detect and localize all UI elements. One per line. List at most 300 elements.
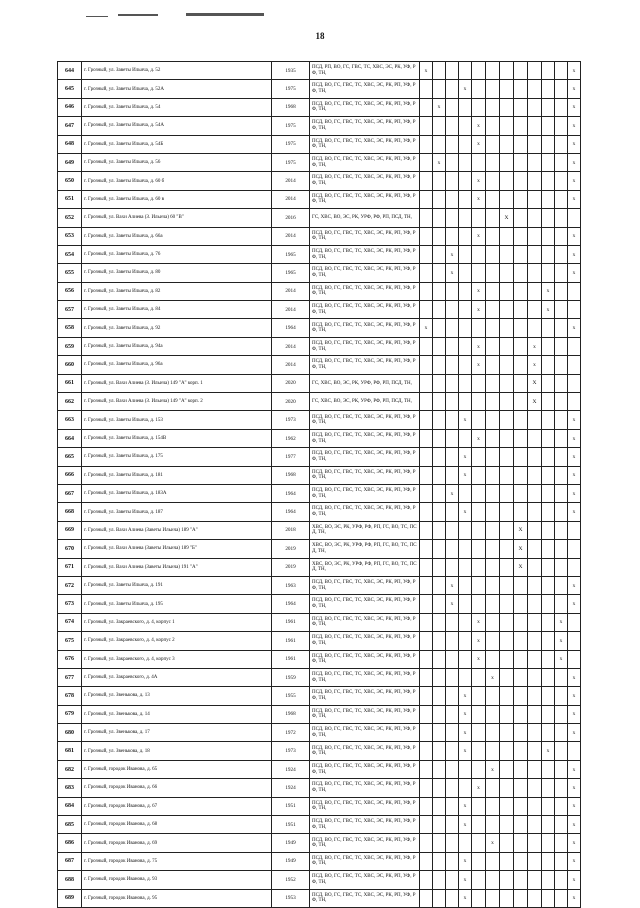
address-cell: г. Грозный, ул. Звенькова, д. 17 [82,724,272,742]
mark-cell [514,80,528,98]
mark-cell [542,190,555,208]
mark-cell [555,687,568,705]
mark-cell [486,429,500,447]
services-cell: ПСД, ВО, ГС, ГВС, ТС, ХВС, ЭС, РК, РП, УФ, РФ, ТН, [310,264,420,282]
mark-cell: x [528,337,542,355]
mark-cell [446,852,459,870]
mark-cell: x [568,466,581,484]
mark-cell [420,871,433,889]
row-number: 677 [58,668,82,686]
mark-cell [528,650,542,668]
table-row [58,245,581,263]
mark-cell [568,393,581,411]
mark-cell [542,264,555,282]
mark-cell: x [472,429,486,447]
services-cell: ПСД, ВО, ГС, ГВС, ТС, ХВС, ЭС, РК, РП, УФ, РФ, ТН, [310,705,420,723]
services-cell: ПСД, ВО, ГС, ГВС, ТС, ХВС, ЭС, РК, РП, УФ, РФ, ТН, [310,411,420,429]
row-number: 664 [58,429,82,447]
services-cell: ПСД, ВО, ГС, ГВС, ТС, ХВС, ЭС, РК, РП, УФ, РФ, ТН, [310,576,420,594]
mark-cell [420,852,433,870]
year-cell: 2019 [272,558,310,576]
address-cell: г. Грозный, ул. Вахи Алиева (Заветы Ильича) 189 "А" [82,521,272,539]
address-cell: г. Грозный, ул. Заветы Ильича, д. 80 [82,264,272,282]
mark-cell [420,227,433,245]
mark-cell [446,724,459,742]
mark-cell [420,576,433,594]
mark-cell [472,797,486,815]
mark-cell [420,98,433,116]
address-cell: г. Грозный, ул. Заветы Ильича, д. 191 [82,576,272,594]
mark-cell [542,705,555,723]
mark-cell [500,484,514,502]
mark-cell: x [568,227,581,245]
mark-cell [500,393,514,411]
address-cell: г. Грозный, городок Иванова, д. 66 [82,779,272,797]
mark-cell: x [472,650,486,668]
row-number: 686 [58,834,82,852]
table-row [58,779,581,797]
mark-cell [514,632,528,650]
mark-cell [420,264,433,282]
mark-cell [446,429,459,447]
mark-cell [486,613,500,631]
mark-cell [486,466,500,484]
mark-cell [459,760,472,778]
address-cell: г. Грозный, ул. Вахи Алиева (З. Ильича) 60 "В" [82,209,272,227]
table-row [58,576,581,594]
mark-cell [433,62,446,80]
mark-cell [486,264,500,282]
mark-cell: x [568,760,581,778]
mark-cell [420,613,433,631]
address-cell: г. Грозный, городок Иванова, д. 93 [82,871,272,889]
mark-cell [514,209,528,227]
mark-cell [514,595,528,613]
year-cell: 1935 [272,62,310,80]
table-row [58,172,581,190]
year-cell: 1964 [272,595,310,613]
table-row [58,521,581,539]
table-row [58,595,581,613]
mark-cell [555,80,568,98]
mark-cell [459,484,472,502]
mark-cell [486,98,500,116]
mark-cell [500,687,514,705]
mark-cell [542,62,555,80]
mark-cell [433,724,446,742]
year-cell: 2018 [272,521,310,539]
mark-cell [472,209,486,227]
row-number: 667 [58,484,82,502]
mark-cell: x [542,282,555,300]
mark-cell: x [568,705,581,723]
mark-cell [486,62,500,80]
services-cell: ПСД, ВО, ГС, ГВС, ТС, ХВС, ЭС, РК, РП, УФ, РФ, ТН, [310,227,420,245]
services-cell: ПСД, РП, ВО, ГС, ГВС, ТС, ХВС, ЭС, РК, УФ, РФ, ТН, [310,62,420,80]
mark-cell [555,705,568,723]
mark-cell [500,632,514,650]
mark-cell: x [459,724,472,742]
mark-cell [472,319,486,337]
mark-cell [486,301,500,319]
mark-cell [486,871,500,889]
mark-cell [433,484,446,502]
mark-cell [486,595,500,613]
mark-cell [528,852,542,870]
mark-cell [542,393,555,411]
mark-cell: x [568,484,581,502]
mark-cell [500,779,514,797]
mark-cell [446,797,459,815]
year-cell: 1962 [272,429,310,447]
address-cell: г. Грозный, городок Иванова, д. 68 [82,816,272,834]
mark-cell [433,190,446,208]
mark-cell [500,62,514,80]
mark-cell [555,466,568,484]
mark-cell [433,282,446,300]
row-number: 650 [58,172,82,190]
mark-cell [514,282,528,300]
mark-cell [528,705,542,723]
table-row [58,98,581,116]
mark-cell [500,852,514,870]
mark-cell [433,613,446,631]
mark-cell [555,779,568,797]
mark-cell [542,576,555,594]
mark-cell [446,319,459,337]
row-number: 687 [58,852,82,870]
row-number: 689 [58,889,82,907]
mark-cell: x [486,760,500,778]
mark-cell [500,724,514,742]
services-cell: ПСД, ВО, ГС, ГВС, ТС, ХВС, ЭС, РК, РП, УФ, РФ, ТН, [310,889,420,907]
mark-cell [555,62,568,80]
mark-cell [528,190,542,208]
mark-cell [528,613,542,631]
mark-cell [542,687,555,705]
mark-cell [472,80,486,98]
table-row [58,632,581,650]
mark-cell [420,411,433,429]
mark-cell: x [433,98,446,116]
mark-cell [486,356,500,374]
row-number: 670 [58,540,82,558]
mark-cell [555,245,568,263]
mark-cell [420,816,433,834]
year-cell: 1977 [272,448,310,466]
mark-cell [542,558,555,576]
mark-cell [433,871,446,889]
mark-cell [486,558,500,576]
mark-cell [542,650,555,668]
mark-cell [472,245,486,263]
mark-cell [528,98,542,116]
mark-cell [459,117,472,135]
year-cell: 2019 [272,540,310,558]
mark-cell [420,448,433,466]
mark-cell [472,687,486,705]
mark-cell [420,356,433,374]
year-cell: 1959 [272,668,310,686]
mark-cell [446,209,459,227]
mark-cell [459,190,472,208]
mark-cell [500,117,514,135]
mark-cell: x [420,62,433,80]
row-number: 644 [58,62,82,80]
address-cell: г. Грозный, ул. Заветы Ильича, д. 96а [82,356,272,374]
mark-cell [486,227,500,245]
mark-cell [514,779,528,797]
mark-cell: x [568,687,581,705]
mark-cell [459,264,472,282]
mark-cell [433,374,446,392]
address-cell: г. Грозный, ул. Звенькова, д. 14 [82,705,272,723]
services-cell: ПСД, ВО, ГС, ГВС, ТС, ХВС, ЭС, РК, РП, УФ, РФ, ТН, [310,632,420,650]
mark-cell [472,742,486,760]
mark-cell [514,429,528,447]
mark-cell [555,411,568,429]
mark-cell [542,411,555,429]
services-cell: ПСД, ВО, ГС, ГВС, ТС, ХВС, ЭС, РК, РП, УФ, РФ, ТН, [310,117,420,135]
mark-cell [500,227,514,245]
mark-cell: x [486,834,500,852]
mark-cell [486,135,500,153]
mark-cell [459,834,472,852]
table-row [58,62,581,80]
row-number: 645 [58,80,82,98]
mark-cell [472,264,486,282]
address-cell: г. Грозный, ул. Заветы Ильича, д. 195 [82,595,272,613]
mark-cell [555,337,568,355]
mark-cell [486,816,500,834]
mark-cell [420,393,433,411]
mark-cell [486,687,500,705]
mark-cell [528,779,542,797]
address-cell: г. Грозный, ул. Закраевского, д. 4, корпус 1 [82,613,272,631]
mark-cell: x [472,282,486,300]
mark-cell [433,558,446,576]
table-row [58,80,581,98]
mark-cell [446,558,459,576]
mark-cell [459,337,472,355]
mark-cell [568,742,581,760]
year-cell: 2014 [272,190,310,208]
mark-cell [420,760,433,778]
mark-cell [446,668,459,686]
mark-cell [500,429,514,447]
services-cell: ПСД, ВО, ГС, ГВС, ТС, ХВС, ЭС, РК, РП, УФ, РФ, ТН, [310,816,420,834]
mark-cell [500,540,514,558]
mark-cell [528,871,542,889]
table-row [58,153,581,171]
mark-cell [486,576,500,594]
mark-cell [459,429,472,447]
table-row [58,668,581,686]
mark-cell [555,135,568,153]
mark-cell [555,797,568,815]
mark-cell [486,282,500,300]
mark-cell: x [568,834,581,852]
mark-cell [472,834,486,852]
mark-cell [514,871,528,889]
mark-cell [472,393,486,411]
mark-cell [542,595,555,613]
mark-cell: x [446,576,459,594]
address-cell: г. Грозный, ул. Заветы Ильича, д. 52А [82,80,272,98]
mark-cell: x [568,871,581,889]
services-cell: ХВС, ВО, ЭС, РК, УРФ, РФ, РП, ГС, ВО, ТС, ПСД, ТН, [310,540,420,558]
mark-cell: X [528,393,542,411]
mark-cell: x [472,190,486,208]
mark-cell [472,852,486,870]
mark-cell [486,393,500,411]
row-number: 661 [58,374,82,392]
row-number: 682 [58,760,82,778]
mark-cell [514,760,528,778]
mark-cell [542,852,555,870]
mark-cell: x [568,429,581,447]
mark-cell: x [459,852,472,870]
table-row [58,816,581,834]
mark-cell [472,521,486,539]
services-cell: ПСД, ВО, ГС, ГВС, ТС, ХВС, ЭС, РК, РП, УФ, РФ, ТН, [310,301,420,319]
mark-cell [446,521,459,539]
services-cell: ПСД, ВО, ГС, ГВС, ТС, ХВС, ЭС, РК, РП, УФ, РФ, ТН, [310,429,420,447]
mark-cell [555,760,568,778]
mark-cell: X [514,558,528,576]
mark-cell [568,356,581,374]
mark-cell [542,374,555,392]
mark-cell [459,135,472,153]
mark-cell [555,209,568,227]
scan-artifact [118,14,158,16]
year-cell: 1968 [272,705,310,723]
mark-cell [514,190,528,208]
mark-cell [446,779,459,797]
mark-cell [555,172,568,190]
row-number: 665 [58,448,82,466]
row-number: 648 [58,135,82,153]
row-number: 679 [58,705,82,723]
mark-cell [514,484,528,502]
mark-cell [433,393,446,411]
mark-cell [555,576,568,594]
mark-cell [433,687,446,705]
page-number: 18 [315,31,325,41]
mark-cell [555,319,568,337]
mark-cell: x [446,595,459,613]
mark-cell [555,852,568,870]
mark-cell [542,448,555,466]
mark-cell: x [568,264,581,282]
mark-cell: x [568,668,581,686]
mark-cell [446,135,459,153]
mark-cell [568,282,581,300]
address-cell: г. Грозный, ул. Заветы Ильича, д. 60 в [82,190,272,208]
address-cell: г. Грозный, ул. Звенькова, д. 18 [82,742,272,760]
address-cell: г. Грозный, городок Иванова, д. 95 [82,889,272,907]
mark-cell [420,209,433,227]
mark-cell [568,558,581,576]
mark-cell: x [568,576,581,594]
address-cell: г. Грозный, ул. Заветы Ильича, д. 181 [82,466,272,484]
mark-cell [514,466,528,484]
mark-cell [433,411,446,429]
address-cell: г. Грозный, ул. Заветы Ильича, д. 92 [82,319,272,337]
mark-cell [486,411,500,429]
services-cell: ПСД, ВО, ГС, ГВС, ТС, ХВС, ЭС, РК, РП, УФ, РФ, ТН, [310,319,420,337]
services-cell: ПСД, ВО, ГС, ГВС, ТС, ХВС, ЭС, РК, РП, УФ, РФ, ТН, [310,668,420,686]
mark-cell [446,834,459,852]
mark-cell [542,613,555,631]
mark-cell [528,687,542,705]
row-number: 680 [58,724,82,742]
mark-cell [459,62,472,80]
mark-cell [514,668,528,686]
address-cell: г. Грозный, городок Иванова, д. 65 [82,760,272,778]
mark-cell [446,356,459,374]
address-cell: г. Грозный, ул. Заветы Ильича, д. 154В [82,429,272,447]
mark-cell [542,816,555,834]
table-row [58,705,581,723]
mark-cell [542,227,555,245]
mark-cell [514,503,528,521]
mark-cell [514,393,528,411]
mark-cell [472,62,486,80]
year-cell: 1952 [272,871,310,889]
mark-cell [542,172,555,190]
mark-cell [459,227,472,245]
mark-cell [542,209,555,227]
mark-cell: x [472,172,486,190]
mark-cell [486,172,500,190]
mark-cell [459,209,472,227]
row-number: 662 [58,393,82,411]
mark-cell [472,540,486,558]
mark-cell [459,393,472,411]
year-cell: 1963 [272,576,310,594]
mark-cell [486,448,500,466]
table-row [58,797,581,815]
table-row [58,190,581,208]
year-cell: 2014 [272,301,310,319]
row-number: 651 [58,190,82,208]
mark-cell [528,448,542,466]
year-cell: 1924 [272,760,310,778]
mark-cell [568,374,581,392]
address-cell: г. Грозный, ул. Заветы Ильича, д. 56 [82,153,272,171]
mark-cell [500,319,514,337]
table-row [58,337,581,355]
mark-cell [500,816,514,834]
year-cell: 1951 [272,797,310,815]
mark-cell [542,724,555,742]
mark-cell [459,540,472,558]
mark-cell [472,411,486,429]
mark-cell [500,650,514,668]
mark-cell: X [514,521,528,539]
mark-cell: x [542,301,555,319]
mark-cell [472,871,486,889]
row-number: 678 [58,687,82,705]
mark-cell [528,742,542,760]
mark-cell [486,374,500,392]
row-number: 653 [58,227,82,245]
mark-cell [472,503,486,521]
mark-cell [500,98,514,116]
mark-cell [542,337,555,355]
table-row [58,687,581,705]
